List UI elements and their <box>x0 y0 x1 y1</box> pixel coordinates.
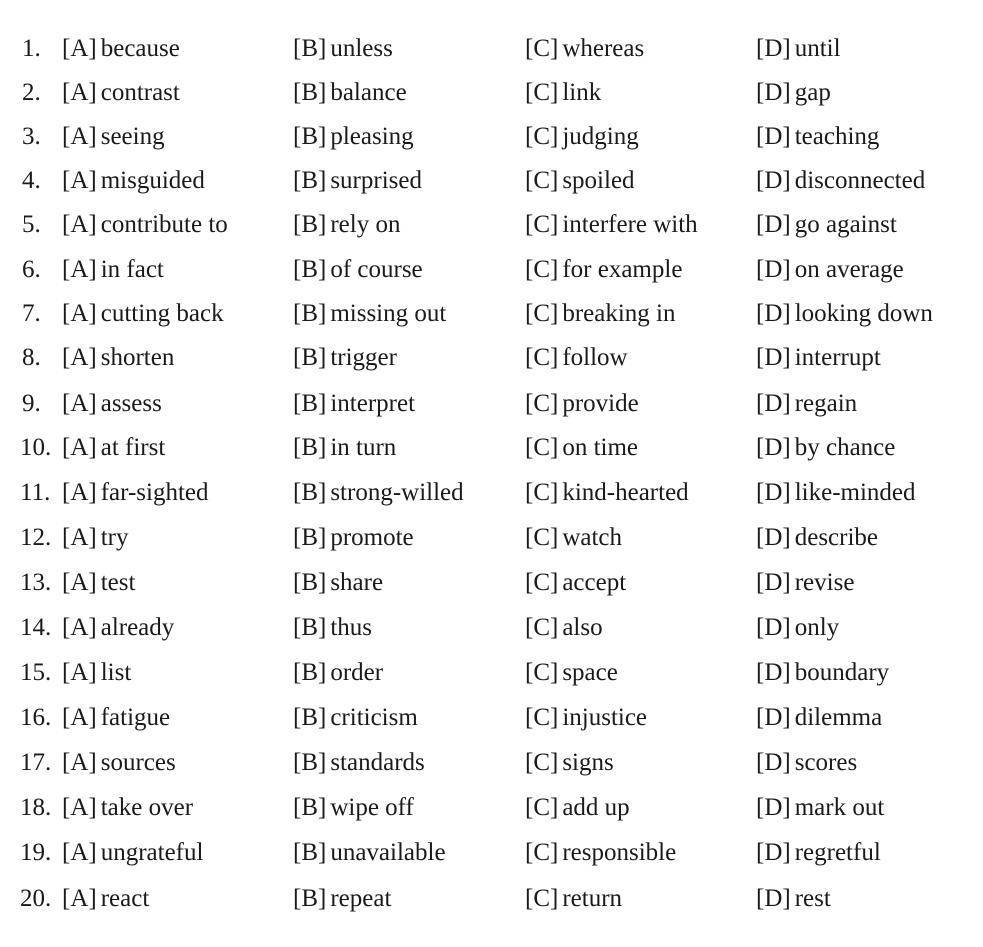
option-b <box>293 250 423 290</box>
option-letter: [A] <box>62 434 97 461</box>
option-b <box>293 743 425 783</box>
question-row <box>0 473 983 513</box>
option-c <box>525 698 647 738</box>
option-b <box>293 161 422 201</box>
option-a <box>62 338 174 378</box>
option-text: boundary <box>794 659 890 686</box>
option-text: of course <box>330 256 423 283</box>
option-letter: [A] <box>62 35 97 62</box>
option-c <box>525 294 676 334</box>
option-d <box>756 29 841 69</box>
question-number: 4. <box>22 167 41 194</box>
option-text: looking down <box>794 300 933 327</box>
option-letter: [C] <box>525 794 559 821</box>
option-text: interrupt <box>794 344 881 371</box>
option-d <box>756 294 933 334</box>
option-text: take over <box>100 794 194 821</box>
option-b <box>293 879 391 919</box>
option-letter: [D] <box>756 885 791 912</box>
option-letter: [C] <box>525 839 559 866</box>
option-text: watch <box>562 524 623 551</box>
option-text: dilemma <box>794 704 883 731</box>
option-a <box>62 833 203 873</box>
question-row <box>0 788 983 828</box>
option-c <box>525 608 603 648</box>
option-letter: [A] <box>62 479 97 506</box>
option-letter: [B] <box>293 390 327 417</box>
question-row <box>0 518 983 558</box>
question-row <box>0 338 983 378</box>
question-row <box>0 653 983 693</box>
option-letter: [D] <box>756 794 791 821</box>
option-text: responsible <box>562 839 677 866</box>
option-text: kind-hearted <box>562 479 689 506</box>
option-letter: [D] <box>756 479 791 506</box>
option-letter: [B] <box>293 659 327 686</box>
option-text: injustice <box>562 704 648 731</box>
question-row <box>0 743 983 783</box>
question-row <box>0 205 983 245</box>
option-text: accept <box>562 569 627 596</box>
option-letter: [B] <box>293 569 327 596</box>
option-text: return <box>562 885 623 912</box>
option-letter: [D] <box>756 300 791 327</box>
option-a <box>62 743 176 783</box>
question-number: 18. <box>20 794 52 821</box>
option-text: trigger <box>330 344 397 371</box>
option-d <box>756 743 857 783</box>
option-text: contrast <box>100 79 180 106</box>
question-row <box>0 250 983 290</box>
option-text: react <box>100 885 150 912</box>
option-d <box>756 73 831 113</box>
option-d <box>756 879 831 919</box>
option-letter: [C] <box>525 167 559 194</box>
option-text: misguided <box>100 167 205 194</box>
option-b <box>293 518 414 558</box>
question-number: 9. <box>22 390 41 417</box>
option-letter: [D] <box>756 344 791 371</box>
option-text: by chance <box>794 434 896 461</box>
question-number: 11. <box>20 479 51 506</box>
option-letter: [A] <box>62 749 97 776</box>
option-b <box>293 73 407 113</box>
option-letter: [A] <box>62 167 97 194</box>
option-letter: [B] <box>293 794 327 821</box>
option-letter: [C] <box>525 79 559 106</box>
option-b <box>293 338 397 378</box>
option-text: provide <box>562 390 639 417</box>
option-text: follow <box>562 344 628 371</box>
option-d <box>756 473 916 513</box>
option-letter: [A] <box>62 256 97 283</box>
option-text: regain <box>794 390 858 417</box>
option-c <box>525 250 682 290</box>
option-text: order <box>330 659 384 686</box>
question-number: 7. <box>22 300 41 327</box>
option-letter: [A] <box>62 123 97 150</box>
option-c <box>525 384 639 424</box>
option-text: try <box>100 524 129 551</box>
option-letter: [C] <box>525 390 559 417</box>
option-b <box>293 294 446 334</box>
option-text: mark out <box>794 794 885 821</box>
option-c <box>525 29 644 69</box>
question-row <box>0 294 983 334</box>
question-number: 1. <box>22 35 41 62</box>
option-a <box>62 563 135 603</box>
option-text: ungrateful <box>100 839 204 866</box>
option-text: assess <box>100 390 162 417</box>
option-letter: [B] <box>293 167 327 194</box>
option-letter: [A] <box>62 300 97 327</box>
question-number: 5. <box>22 211 41 238</box>
option-b <box>293 384 415 424</box>
option-text: sources <box>100 749 176 776</box>
option-letter: [C] <box>525 749 559 776</box>
option-c <box>525 518 622 558</box>
option-text: wipe off <box>330 794 414 821</box>
option-letter: [C] <box>525 569 559 596</box>
option-text: missing out <box>330 300 447 327</box>
question-row <box>0 73 983 113</box>
option-d <box>756 563 854 603</box>
question-number: 12. <box>20 524 52 551</box>
option-b <box>293 698 418 738</box>
option-d <box>756 384 857 424</box>
option-text: judging <box>562 123 639 150</box>
question-number: 15. <box>20 659 52 686</box>
option-letter: [A] <box>62 839 97 866</box>
option-text: scores <box>794 749 858 776</box>
option-letter: [D] <box>756 256 791 283</box>
question-number: 3. <box>22 123 41 150</box>
option-text: describe <box>794 524 879 551</box>
option-letter: [B] <box>293 35 327 62</box>
question-number: 17. <box>20 749 52 776</box>
option-letter: [A] <box>62 704 97 731</box>
option-a <box>62 161 205 201</box>
option-letter: [D] <box>756 35 791 62</box>
option-b <box>293 563 383 603</box>
option-a <box>62 29 180 69</box>
option-letter: [A] <box>62 211 97 238</box>
option-text: already <box>100 614 175 641</box>
option-a <box>62 788 193 828</box>
option-letter: [C] <box>525 434 559 461</box>
option-text: teaching <box>794 123 880 150</box>
option-text: share <box>330 569 384 596</box>
option-text: interpret <box>330 390 416 417</box>
option-letter: [A] <box>62 524 97 551</box>
option-a <box>62 608 174 648</box>
option-letter: [D] <box>756 123 791 150</box>
option-letter: [B] <box>293 749 327 776</box>
option-a <box>62 250 164 290</box>
option-text: breaking in <box>562 300 676 327</box>
option-text: until <box>794 35 841 62</box>
option-b <box>293 29 393 69</box>
question-row <box>0 879 983 919</box>
option-c <box>525 833 676 873</box>
option-d <box>756 428 895 468</box>
option-text: rely on <box>330 211 401 238</box>
option-text: also <box>562 614 603 641</box>
question-number: 16. <box>20 704 52 731</box>
option-text: shorten <box>100 344 175 371</box>
option-letter: [B] <box>293 256 327 283</box>
question-number: 13. <box>20 569 52 596</box>
option-letter: [A] <box>62 344 97 371</box>
option-letter: [C] <box>525 524 559 551</box>
option-d <box>756 117 879 157</box>
option-d <box>756 788 884 828</box>
option-letter: [B] <box>293 123 327 150</box>
option-c <box>525 117 639 157</box>
option-letter: [D] <box>756 211 791 238</box>
option-text: gap <box>794 79 831 106</box>
option-letter: [D] <box>756 390 791 417</box>
option-text: strong-willed <box>330 479 464 506</box>
option-letter: [B] <box>293 704 327 731</box>
option-text: interfere with <box>562 211 698 238</box>
option-c <box>525 473 689 513</box>
option-text: on average <box>794 256 904 283</box>
option-b <box>293 833 446 873</box>
option-letter: [C] <box>525 256 559 283</box>
option-text: in fact <box>100 256 164 283</box>
option-letter: [C] <box>525 211 559 238</box>
option-a <box>62 205 228 245</box>
option-text: only <box>794 614 840 641</box>
option-text: go against <box>794 211 897 238</box>
option-letter: [C] <box>525 479 559 506</box>
option-letter: [B] <box>293 79 327 106</box>
question-row <box>0 833 983 873</box>
option-d <box>756 338 881 378</box>
option-d <box>756 205 897 245</box>
option-a <box>62 73 180 113</box>
option-b <box>293 788 414 828</box>
question-row <box>0 384 983 424</box>
option-text: in turn <box>330 434 397 461</box>
option-letter: [B] <box>293 300 327 327</box>
question-number: 20. <box>20 885 52 912</box>
option-text: cutting back <box>100 300 224 327</box>
option-letter: [B] <box>293 524 327 551</box>
option-a <box>62 117 165 157</box>
option-letter: [B] <box>293 885 327 912</box>
option-text: at first <box>100 434 166 461</box>
option-letter: [A] <box>62 659 97 686</box>
option-letter: [D] <box>756 659 791 686</box>
option-c <box>525 428 638 468</box>
option-b <box>293 608 372 648</box>
option-text: pleasing <box>330 123 414 150</box>
option-text: spoiled <box>562 167 635 194</box>
option-letter: [D] <box>756 749 791 776</box>
option-d <box>756 161 925 201</box>
option-letter: [C] <box>525 659 559 686</box>
option-text: unless <box>330 35 393 62</box>
option-text: rest <box>794 885 831 912</box>
option-b <box>293 117 414 157</box>
option-text: whereas <box>562 35 645 62</box>
option-letter: [B] <box>293 211 327 238</box>
option-text: seeing <box>100 123 165 150</box>
question-row <box>0 698 983 738</box>
question-row <box>0 563 983 603</box>
option-letter: [B] <box>293 479 327 506</box>
question-number: 8. <box>22 344 41 371</box>
option-letter: [C] <box>525 300 559 327</box>
option-text: repeat <box>330 885 392 912</box>
option-text: surprised <box>330 167 422 194</box>
question-row <box>0 117 983 157</box>
option-text: contribute to <box>100 211 228 238</box>
option-text: disconnected <box>794 167 926 194</box>
option-a <box>62 294 224 334</box>
question-number: 10. <box>20 434 52 461</box>
option-letter: [C] <box>525 123 559 150</box>
option-c <box>525 879 622 919</box>
option-letter: [A] <box>62 79 97 106</box>
option-text: because <box>100 35 180 62</box>
option-letter: [C] <box>525 614 559 641</box>
option-b <box>293 653 383 693</box>
option-b <box>293 473 464 513</box>
option-text: revise <box>794 569 855 596</box>
option-text: add up <box>562 794 630 821</box>
option-letter: [C] <box>525 344 559 371</box>
option-letter: [D] <box>756 839 791 866</box>
option-letter: [D] <box>756 167 791 194</box>
option-d <box>756 833 881 873</box>
option-letter: [B] <box>293 344 327 371</box>
option-a <box>62 879 149 919</box>
option-letter: [D] <box>756 614 791 641</box>
option-a <box>62 653 131 693</box>
option-a <box>62 384 162 424</box>
option-text: space <box>562 659 618 686</box>
question-row <box>0 608 983 648</box>
option-text: balance <box>330 79 407 106</box>
option-text: list <box>100 659 132 686</box>
option-text: fatigue <box>100 704 171 731</box>
option-letter: [D] <box>756 524 791 551</box>
option-letter: [B] <box>293 839 327 866</box>
option-d <box>756 608 839 648</box>
option-text: criticism <box>330 704 418 731</box>
question-row <box>0 29 983 69</box>
option-letter: [C] <box>525 704 559 731</box>
option-a <box>62 698 170 738</box>
option-a <box>62 518 129 558</box>
option-text: like-minded <box>794 479 916 506</box>
option-letter: [C] <box>525 885 559 912</box>
option-d <box>756 653 889 693</box>
option-text: far-sighted <box>100 479 209 506</box>
question-row <box>0 428 983 468</box>
option-text: on time <box>562 434 639 461</box>
question-number: 14. <box>20 614 52 641</box>
option-b <box>293 205 400 245</box>
option-letter: [A] <box>62 614 97 641</box>
option-letter: [D] <box>756 569 791 596</box>
option-letter: [B] <box>293 614 327 641</box>
option-c <box>525 338 628 378</box>
question-number: 19. <box>20 839 52 866</box>
question-row <box>0 161 983 201</box>
option-letter: [D] <box>756 704 791 731</box>
option-text: standards <box>330 749 425 776</box>
option-a <box>62 428 165 468</box>
option-c <box>525 73 601 113</box>
option-c <box>525 743 614 783</box>
option-letter: [A] <box>62 885 97 912</box>
option-c <box>525 563 626 603</box>
option-letter: [C] <box>525 35 559 62</box>
option-text: signs <box>562 749 614 776</box>
option-letter: [B] <box>293 434 327 461</box>
option-b <box>293 428 396 468</box>
option-d <box>756 518 878 558</box>
option-a <box>62 473 209 513</box>
question-number: 6. <box>22 256 41 283</box>
option-letter: [A] <box>62 794 97 821</box>
option-text: regretful <box>794 839 881 866</box>
option-text: thus <box>330 614 373 641</box>
option-d <box>756 698 882 738</box>
option-c <box>525 161 635 201</box>
option-letter: [A] <box>62 390 97 417</box>
option-text: promote <box>330 524 414 551</box>
question-number: 2. <box>22 79 41 106</box>
option-text: link <box>562 79 602 106</box>
option-text: test <box>100 569 136 596</box>
option-text: for example <box>562 256 683 283</box>
option-text: unavailable <box>330 839 446 866</box>
option-c <box>525 205 698 245</box>
option-d <box>756 250 904 290</box>
option-letter: [A] <box>62 569 97 596</box>
option-letter: [D] <box>756 79 791 106</box>
option-c <box>525 788 630 828</box>
option-letter: [D] <box>756 434 791 461</box>
option-c <box>525 653 618 693</box>
